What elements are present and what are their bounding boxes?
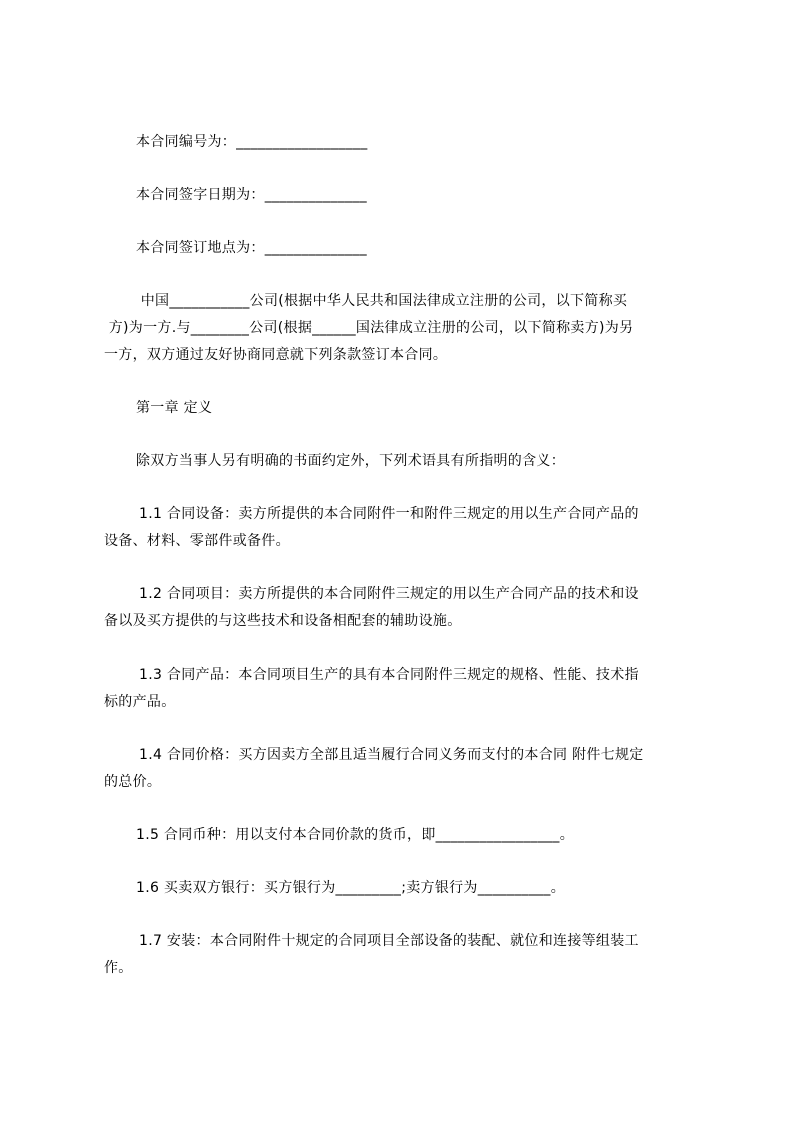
- definitions-intro: 除双方当事人另有明确的书面约定外，下列术语具有所指明的含义：: [136, 453, 565, 469]
- definition-1-1-line-1: 1.1 合同设备：卖方所提供的本合同附件一和附件三规定的用以生产合同产品的: [139, 506, 639, 522]
- definition-1-2-line-1: 1.2 合同项目：卖方所提供的本合同附件三规定的用以生产合同产品的技术和设: [139, 586, 639, 602]
- intro-line-2: 方)为一方.与________公司(根据______国法律成立注册的公司，以下简称卖方)为另: [104, 320, 634, 336]
- intro-line-3: 一方，双方通过友好协商同意就下列条款签订本合同。: [104, 347, 448, 363]
- definition-1-2-line-2: 备以及买方提供的与这些技术和设备相配套的辅助设施。: [104, 613, 462, 629]
- definition-1-5: 1.5 合同币种：用以支付本合同价款的货币，即_________________。: [136, 827, 575, 843]
- definition-1-1-line-2: 设备、材料、零部件或备件。: [104, 533, 290, 549]
- definition-1-6: 1.6 买卖双方银行：买方银行为_________;卖方银行为__________。: [136, 880, 566, 896]
- contract-number-field: 本合同编号为：__________________: [136, 134, 368, 150]
- definition-1-4-line-2: 的总价。: [104, 774, 162, 790]
- chapter-title: 第一章 定义: [136, 400, 213, 416]
- definition-1-7-line-2: 作。: [104, 960, 133, 976]
- signing-date-field: 本合同签字日期为：______________: [136, 187, 367, 203]
- definition-1-7-line-1: 1.7 安装：本合同附件十规定的合同项目全部设备的装配、就位和连接等组装工: [139, 933, 639, 949]
- definition-1-4-line-1: 1.4 合同价格：买方因卖方全部且适当履行合同义务而支付的本合同 附件七规定: [139, 747, 644, 763]
- definition-1-3-line-1: 1.3 合同产品：本合同项目生产的具有本合同附件三规定的规格、性能、技术指: [139, 667, 639, 683]
- definition-1-3-line-2: 标的产品。: [104, 694, 176, 710]
- intro-line-1: 中国___________公司(根据中华人民共和国法律成立注册的公司，以下简称买: [136, 293, 628, 309]
- signing-place-field: 本合同签订地点为：______________: [136, 240, 367, 256]
